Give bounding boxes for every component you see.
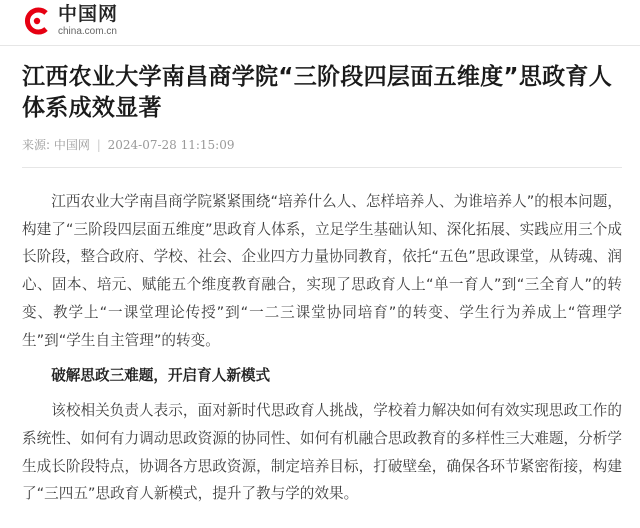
article-meta [22, 136, 622, 168]
section-subheading: 破解思政三难题，开启育人新模式 [51, 367, 271, 385]
logo-domain: china.com.cn [58, 26, 117, 37]
meta-separator: | [96, 138, 101, 152]
source-link[interactable]: 中国网 [53, 138, 90, 152]
site-logo[interactable] [22, 5, 118, 37]
paragraph-section-1: 该校相关负责人表示，面对新时代思政育人挑战，学校着力解决如何有效实现思政工作的系统性、如何有力调动思政资源的协同性、如何有机融合思政教育的多样性三大难题，分析学生成长阶段特点，协调各方思政资源，制定培养目标，打破壁垒，确保各环节紧密衔接，构建了“三四五”思政育人新模式，提升了教与学的效果。 [22, 402, 622, 503]
paragraph-intro: 江西农业大学南昌商学院紧紧围绕“培养什么人、怎样培养人、为谁培养人”的根本问题，构建了“三阶段四层面五维度”思政育人体系，立足学生基础认知、深化拓展、实践应用三个成长阶段，整合政府、学校、社会、企业四方力量协同教育，依托“五色”思政课堂，从铸魂、润心、固本、培元、赋能五个维度教育融合，实现了思政育人上“单一育人”到“三全育人”的转变、教学上“一课堂理论传授”到“一二三课堂协同培育”的转变、学生行为养成上“管理学生”到“学生自主管理”的转变。 [22, 193, 622, 349]
publish-datetime: 2024-07-28 11:15:09 [107, 138, 235, 152]
china-com-cn-logo-icon [22, 6, 52, 36]
source-label: 来源: [22, 138, 51, 152]
logo-chinese-name: 中国网 [58, 3, 119, 25]
article-body [22, 188, 622, 508]
article [22, 62, 622, 508]
article-title: 江西农业大学南昌商学院“三阶段四层面五维度”思政育人体系成效显著 [22, 64, 613, 121]
site-header [0, 0, 640, 46]
